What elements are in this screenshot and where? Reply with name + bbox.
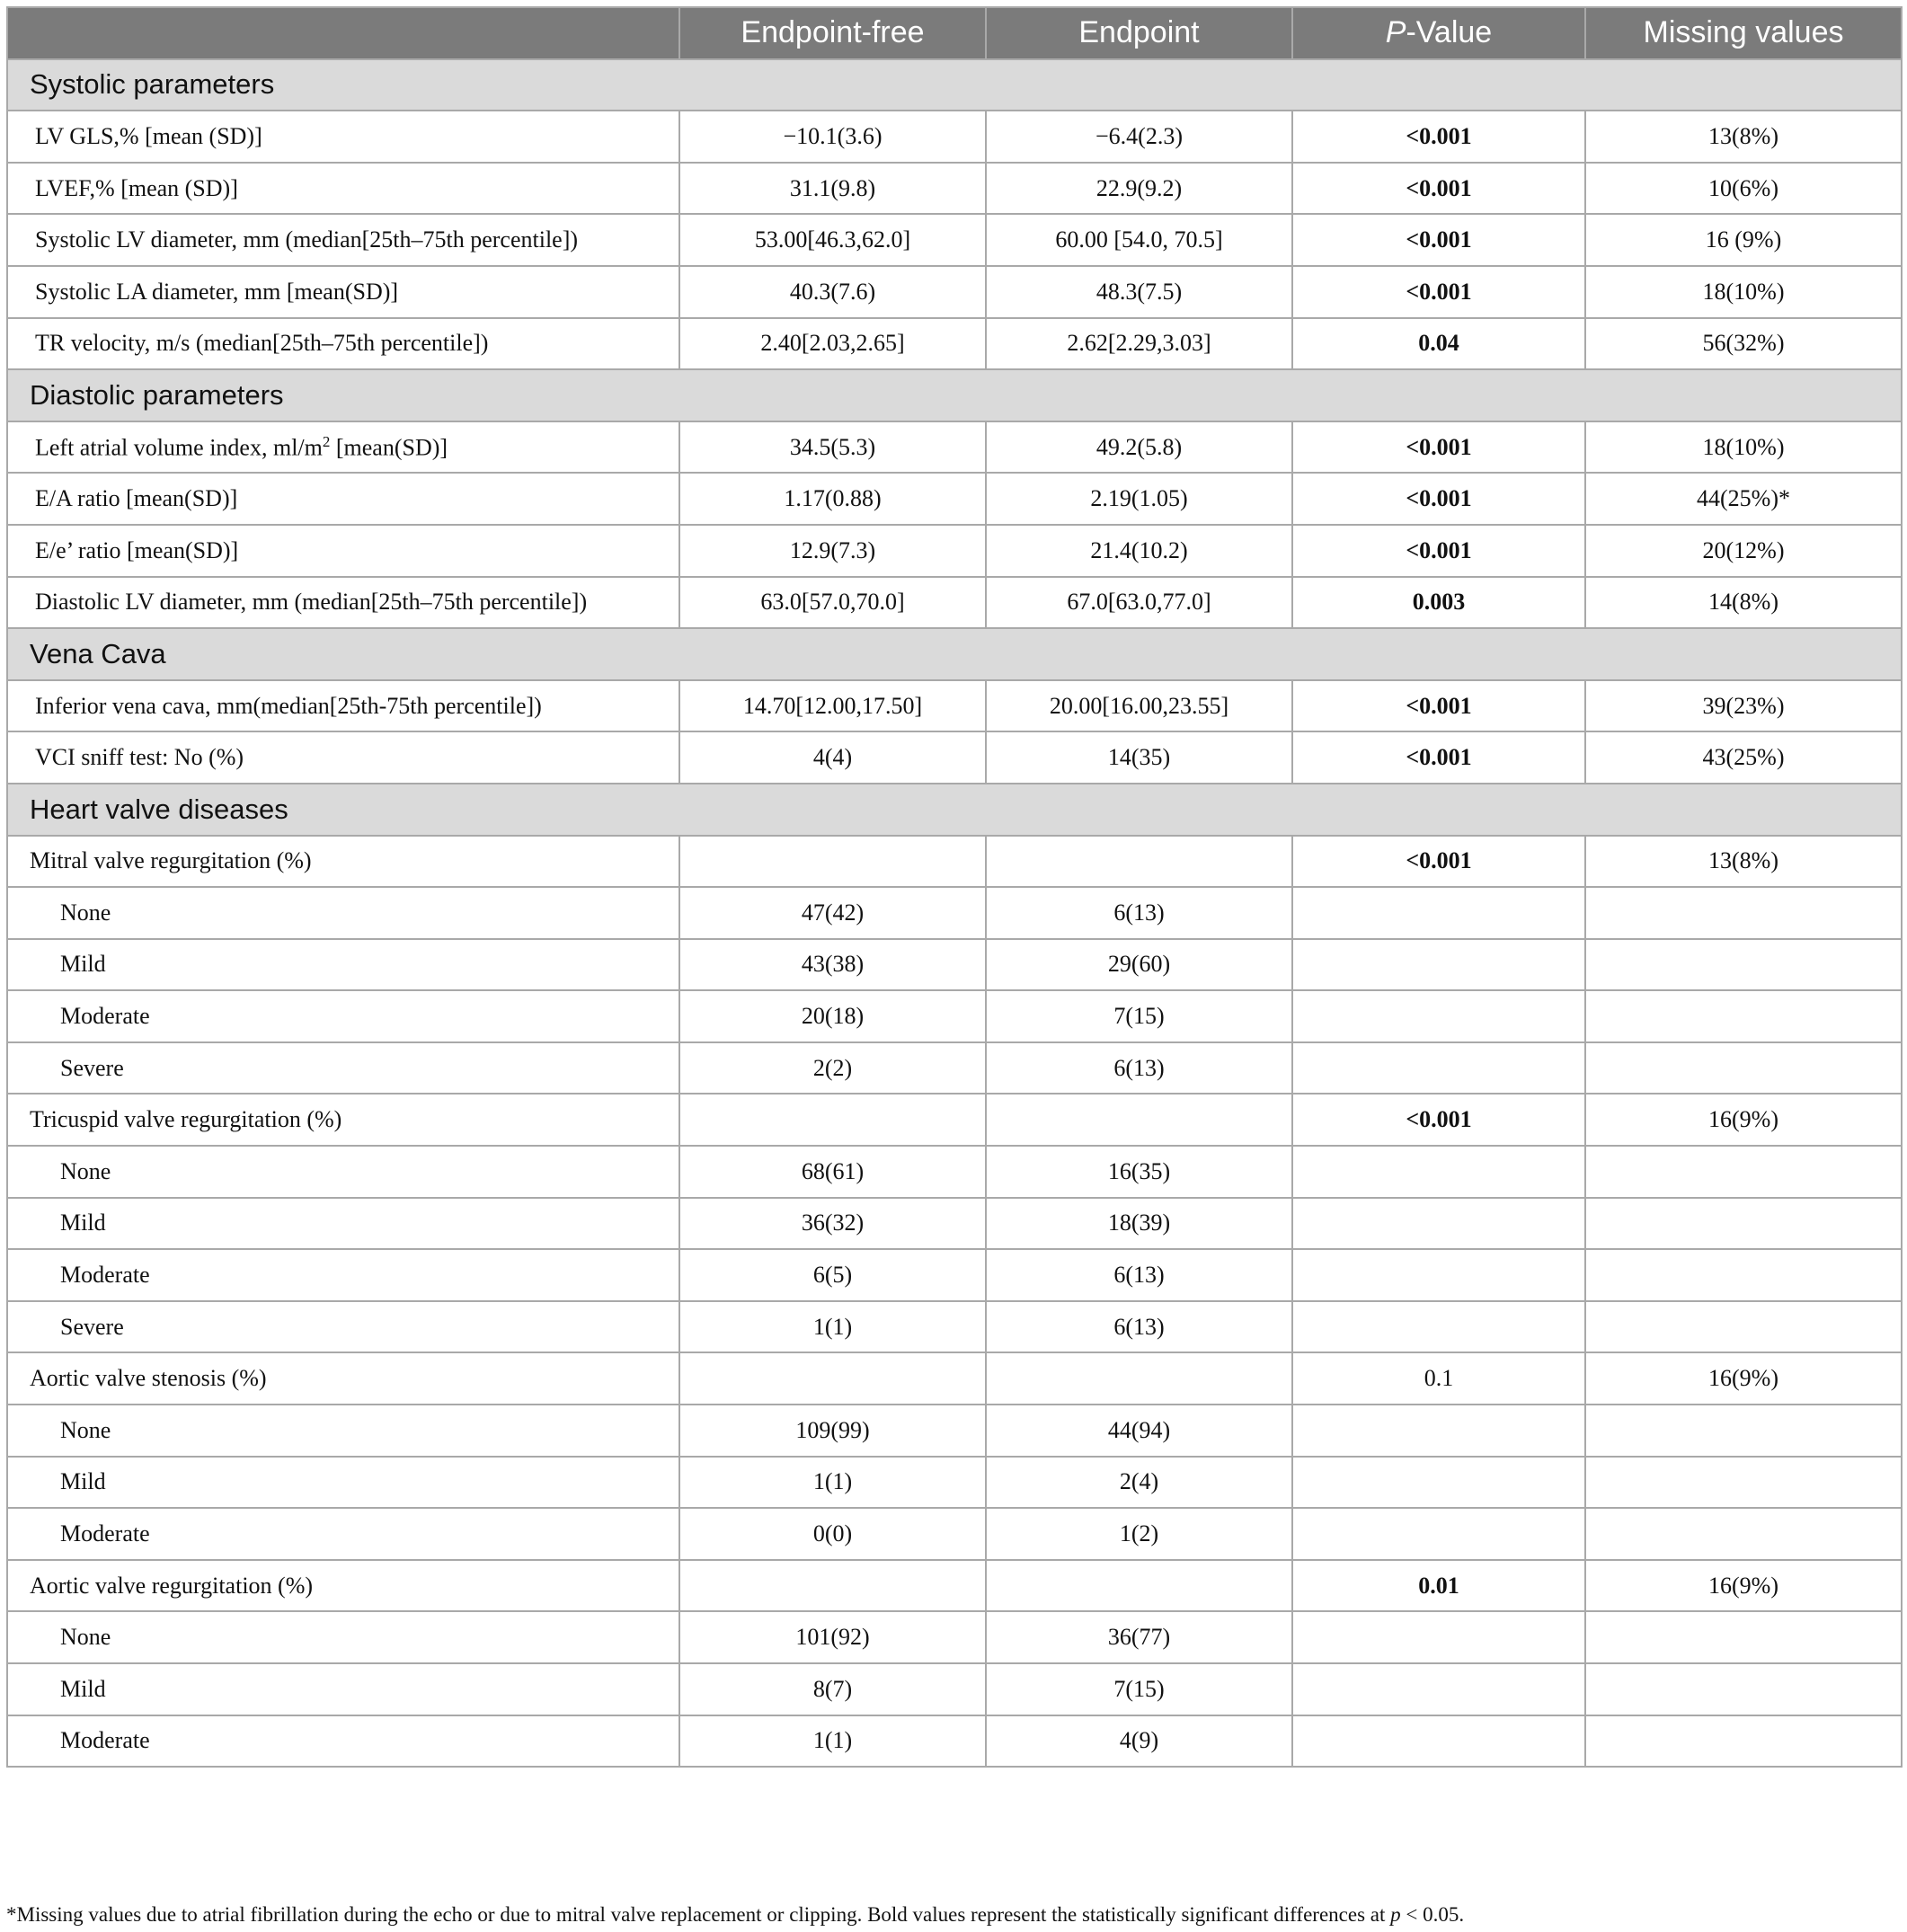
table-subrow — [7, 939, 1902, 991]
endpoint-value: 48.3(7.5) — [986, 266, 1292, 318]
row-label — [7, 1663, 679, 1715]
row-label — [7, 1611, 679, 1663]
missing-values — [1585, 1249, 1902, 1301]
row-label — [7, 680, 679, 732]
endpoint-value — [986, 1352, 1292, 1405]
row-label-text: Moderate — [60, 1520, 150, 1547]
section-title: Diastolic parameters — [7, 369, 1902, 421]
row-label — [7, 266, 679, 318]
row-label-text: None — [60, 1157, 111, 1184]
table-row — [7, 1352, 1902, 1405]
missing-values — [1585, 1042, 1902, 1095]
table-row — [7, 1094, 1902, 1146]
row-label — [7, 939, 679, 991]
row-label-text: Aortic valve stenosis (%) — [30, 1365, 267, 1392]
row-label — [7, 1146, 679, 1198]
row-label-text: Tricuspid valve regurgitation (%) — [30, 1106, 342, 1133]
missing-values — [1585, 1405, 1902, 1457]
table-subrow — [7, 990, 1902, 1042]
endpoint-value — [986, 836, 1292, 888]
endpoint-free-value: 14.70[12.00,17.50] — [679, 680, 986, 732]
row-label-text: Left atrial volume index, ml/m — [35, 434, 323, 461]
missing-values: 14(8%) — [1585, 577, 1902, 629]
endpoint-free-value: 68(61) — [679, 1146, 986, 1198]
endpoint-free-value: 47(42) — [679, 887, 986, 939]
p-value — [1292, 1198, 1585, 1250]
section-header-row — [7, 369, 1902, 421]
p-value: 0.01 — [1292, 1560, 1585, 1612]
p-value — [1292, 1457, 1585, 1509]
endpoint-value: 18(39) — [986, 1198, 1292, 1250]
header-endpoint: Endpoint — [986, 7, 1292, 59]
table-subrow — [7, 1301, 1902, 1353]
footnote-text: *Missing values due to atrial fibrillation during the echo or due to mitral valve replacement or clipping. Bold values represent the statistically significant differences at — [6, 1903, 1391, 1926]
row-label-text: None — [60, 1416, 111, 1443]
row-label — [7, 111, 679, 163]
section-title: Vena Cava — [7, 628, 1902, 680]
row-label — [7, 473, 679, 525]
endpoint-value — [986, 1094, 1292, 1146]
endpoint-value: 2.19(1.05) — [986, 473, 1292, 525]
row-label — [7, 1457, 679, 1509]
row-label-text: Severe — [60, 1313, 124, 1340]
row-label — [7, 421, 679, 474]
missing-values: 10(6%) — [1585, 163, 1902, 215]
table-subrow — [7, 1249, 1902, 1301]
table-row — [7, 473, 1902, 525]
table-row — [7, 266, 1902, 318]
endpoint-value: 29(60) — [986, 939, 1292, 991]
endpoint-value: 60.00 [54.0, 70.5] — [986, 214, 1292, 266]
endpoint-free-value: 31.1(9.8) — [679, 163, 986, 215]
p-value: <0.001 — [1292, 163, 1585, 215]
table-subrow — [7, 1457, 1902, 1509]
missing-values — [1585, 1611, 1902, 1663]
table-row — [7, 214, 1902, 266]
endpoint-value: 2.62[2.29,3.03] — [986, 318, 1292, 370]
endpoint-value — [986, 1560, 1292, 1612]
p-value — [1292, 1249, 1585, 1301]
p-value: <0.001 — [1292, 731, 1585, 784]
table-subrow — [7, 1508, 1902, 1560]
endpoint-free-value: 20(18) — [679, 990, 986, 1042]
row-label-text: None — [60, 899, 111, 926]
endpoint-free-value: −10.1(3.6) — [679, 111, 986, 163]
row-label — [7, 887, 679, 939]
row-label — [7, 1508, 679, 1560]
row-label — [7, 1352, 679, 1405]
endpoint-value: 1(2) — [986, 1508, 1292, 1560]
row-label-text: None — [60, 1624, 111, 1651]
table-row — [7, 680, 1902, 732]
endpoint-value: 4(9) — [986, 1715, 1292, 1768]
endpoint-value: 14(35) — [986, 731, 1292, 784]
p-value — [1292, 887, 1585, 939]
p-value: <0.001 — [1292, 473, 1585, 525]
p-value — [1292, 1715, 1585, 1768]
p-value: 0.003 — [1292, 577, 1585, 629]
footnote-p-symbol: p — [1390, 1903, 1401, 1926]
row-label-text: Mild — [60, 1468, 106, 1495]
missing-values — [1585, 1198, 1902, 1250]
endpoint-free-value: 36(32) — [679, 1198, 986, 1250]
row-label — [7, 731, 679, 784]
endpoint-free-value: 4(4) — [679, 731, 986, 784]
row-label — [7, 1715, 679, 1768]
endpoint-free-value: 6(5) — [679, 1249, 986, 1301]
section-header-row — [7, 59, 1902, 111]
endpoint-value: 2(4) — [986, 1457, 1292, 1509]
row-label-superscript: 2 — [322, 432, 331, 450]
endpoint-value: 7(15) — [986, 1663, 1292, 1715]
table-subrow — [7, 1198, 1902, 1250]
row-label-text: VCI sniff test: No (%) — [35, 744, 244, 771]
endpoint-value: 6(13) — [986, 1042, 1292, 1095]
row-label — [7, 214, 679, 266]
row-label — [7, 1405, 679, 1457]
row-label — [7, 1198, 679, 1250]
missing-values — [1585, 1301, 1902, 1353]
row-label-suffix: [mean(SD)] — [330, 434, 448, 461]
echo-parameters-table — [6, 6, 1903, 1768]
footnote-threshold: < 0.05. — [1400, 1903, 1465, 1926]
endpoint-free-value: 40.3(7.6) — [679, 266, 986, 318]
endpoint-free-value — [679, 836, 986, 888]
missing-values: 16 (9%) — [1585, 214, 1902, 266]
p-value: <0.001 — [1292, 266, 1585, 318]
endpoint-value: 21.4(10.2) — [986, 525, 1292, 577]
missing-values: 16(9%) — [1585, 1352, 1902, 1405]
missing-values — [1585, 1146, 1902, 1198]
p-value — [1292, 1508, 1585, 1560]
endpoint-value: 22.9(9.2) — [986, 163, 1292, 215]
table-row — [7, 421, 1902, 474]
row-label-text: E/A ratio [mean(SD)] — [35, 485, 238, 512]
table-container — [6, 6, 1901, 1768]
endpoint-value: 6(13) — [986, 1301, 1292, 1353]
row-label — [7, 1249, 679, 1301]
row-label-text: Mild — [60, 951, 106, 978]
endpoint-free-value — [679, 1352, 986, 1405]
table-row — [7, 1560, 1902, 1612]
table-subrow — [7, 887, 1902, 939]
missing-values: 13(8%) — [1585, 111, 1902, 163]
endpoint-free-value: 1(1) — [679, 1457, 986, 1509]
endpoint-free-value: 34.5(5.3) — [679, 421, 986, 474]
endpoint-free-value: 1.17(0.88) — [679, 473, 986, 525]
row-label-text: Mitral valve regurgitation (%) — [30, 847, 312, 874]
p-value: <0.001 — [1292, 836, 1585, 888]
p-value: <0.001 — [1292, 525, 1585, 577]
endpoint-value: 6(13) — [986, 887, 1292, 939]
endpoint-free-value: 0(0) — [679, 1508, 986, 1560]
row-label — [7, 163, 679, 215]
endpoint-free-value: 8(7) — [679, 1663, 986, 1715]
row-label — [7, 318, 679, 370]
p-value — [1292, 1611, 1585, 1663]
row-label-text: Inferior vena cava, mm(median[25th-75th percentile]) — [35, 692, 542, 719]
row-label — [7, 990, 679, 1042]
endpoint-free-value: 12.9(7.3) — [679, 525, 986, 577]
table-row — [7, 577, 1902, 629]
header-p-value — [1292, 7, 1585, 59]
header-endpoint-free: Endpoint-free — [679, 7, 986, 59]
missing-values — [1585, 990, 1902, 1042]
missing-values — [1585, 1715, 1902, 1768]
endpoint-value: 67.0[63.0,77.0] — [986, 577, 1292, 629]
row-label-text: Moderate — [60, 1727, 150, 1754]
p-value: <0.001 — [1292, 1094, 1585, 1146]
p-value — [1292, 1663, 1585, 1715]
row-label-text: Systolic LA diameter, mm [mean(SD)] — [35, 278, 399, 305]
endpoint-free-value: 1(1) — [679, 1301, 986, 1353]
endpoint-free-value — [679, 1560, 986, 1612]
missing-values: 18(10%) — [1585, 421, 1902, 474]
header-p-italic: P — [1385, 15, 1406, 50]
endpoint-free-value: 109(99) — [679, 1405, 986, 1457]
endpoint-free-value: 53.00[46.3,62.0] — [679, 214, 986, 266]
p-value: 0.04 — [1292, 318, 1585, 370]
p-value — [1292, 939, 1585, 991]
row-label — [7, 836, 679, 888]
header-parameter — [7, 7, 679, 59]
missing-values: 20(12%) — [1585, 525, 1902, 577]
missing-values: 39(23%) — [1585, 680, 1902, 732]
table-row — [7, 111, 1902, 163]
row-label-text: Moderate — [60, 1003, 150, 1030]
endpoint-free-value: 2.40[2.03,2.65] — [679, 318, 986, 370]
row-label-text: TR velocity, m/s (median[25th–75th percentile]) — [35, 330, 489, 357]
table-footnote — [6, 1903, 1901, 1927]
p-value: <0.001 — [1292, 214, 1585, 266]
missing-values: 16(9%) — [1585, 1560, 1902, 1612]
header-p-rest: -Value — [1406, 15, 1493, 50]
row-label-text: LV GLS,% [mean (SD)] — [35, 122, 262, 149]
p-value — [1292, 1042, 1585, 1095]
table-row — [7, 163, 1902, 215]
p-value — [1292, 1146, 1585, 1198]
table-subrow — [7, 1611, 1902, 1663]
missing-values: 13(8%) — [1585, 836, 1902, 888]
row-label — [7, 1042, 679, 1095]
endpoint-value: 49.2(5.8) — [986, 421, 1292, 474]
endpoint-value: 7(15) — [986, 990, 1292, 1042]
section-title: Heart valve diseases — [7, 784, 1902, 836]
table-row — [7, 318, 1902, 370]
row-label — [7, 525, 679, 577]
table-body — [7, 59, 1902, 1768]
header-missing-values: Missing values — [1585, 7, 1902, 59]
p-value: <0.001 — [1292, 111, 1585, 163]
missing-values: 56(32%) — [1585, 318, 1902, 370]
missing-values: 16(9%) — [1585, 1094, 1902, 1146]
table-header — [7, 7, 1902, 59]
table-subrow — [7, 1405, 1902, 1457]
row-label-text: Aortic valve regurgitation (%) — [30, 1572, 314, 1599]
p-value — [1292, 990, 1585, 1042]
endpoint-free-value: 2(2) — [679, 1042, 986, 1095]
missing-values: 43(25%) — [1585, 731, 1902, 784]
endpoint-free-value: 101(92) — [679, 1611, 986, 1663]
missing-values — [1585, 887, 1902, 939]
missing-values — [1585, 939, 1902, 991]
endpoint-value: 20.00[16.00,23.55] — [986, 680, 1292, 732]
row-label — [7, 577, 679, 629]
missing-values — [1585, 1508, 1902, 1560]
missing-values: 44(25%)* — [1585, 473, 1902, 525]
missing-values — [1585, 1663, 1902, 1715]
endpoint-free-value — [679, 1094, 986, 1146]
table-subrow — [7, 1715, 1902, 1768]
row-label-text: Mild — [60, 1210, 106, 1236]
table-row — [7, 731, 1902, 784]
p-value — [1292, 1405, 1585, 1457]
section-header-row — [7, 628, 1902, 680]
row-label-text: Mild — [60, 1675, 106, 1702]
missing-values — [1585, 1457, 1902, 1509]
table-row — [7, 836, 1902, 888]
section-header-row — [7, 784, 1902, 836]
table-subrow — [7, 1042, 1902, 1095]
row-label-text: Diastolic LV diameter, mm (median[25th–75th percentile]) — [35, 589, 588, 616]
row-label-text: Systolic LV diameter, mm (median[25th–75th percentile]) — [35, 226, 579, 253]
header-row — [7, 7, 1902, 59]
table-subrow — [7, 1146, 1902, 1198]
row-label-text: Moderate — [60, 1262, 150, 1289]
endpoint-free-value: 63.0[57.0,70.0] — [679, 577, 986, 629]
row-label-text: E/e’ ratio [mean(SD)] — [35, 536, 239, 563]
row-label-text: LVEF,% [mean (SD)] — [35, 174, 238, 201]
row-label — [7, 1094, 679, 1146]
row-label — [7, 1301, 679, 1353]
endpoint-free-value: 1(1) — [679, 1715, 986, 1768]
table-row — [7, 525, 1902, 577]
endpoint-value: 6(13) — [986, 1249, 1292, 1301]
endpoint-value: 36(77) — [986, 1611, 1292, 1663]
table-subrow — [7, 1663, 1902, 1715]
p-value — [1292, 1301, 1585, 1353]
p-value: <0.001 — [1292, 680, 1585, 732]
row-label — [7, 1560, 679, 1612]
endpoint-value: 44(94) — [986, 1405, 1292, 1457]
p-value: <0.001 — [1292, 421, 1585, 474]
p-value: 0.1 — [1292, 1352, 1585, 1405]
row-label-text: Severe — [60, 1054, 124, 1081]
section-title: Systolic parameters — [7, 59, 1902, 111]
endpoint-value: −6.4(2.3) — [986, 111, 1292, 163]
missing-values: 18(10%) — [1585, 266, 1902, 318]
endpoint-value: 16(35) — [986, 1146, 1292, 1198]
endpoint-free-value: 43(38) — [679, 939, 986, 991]
